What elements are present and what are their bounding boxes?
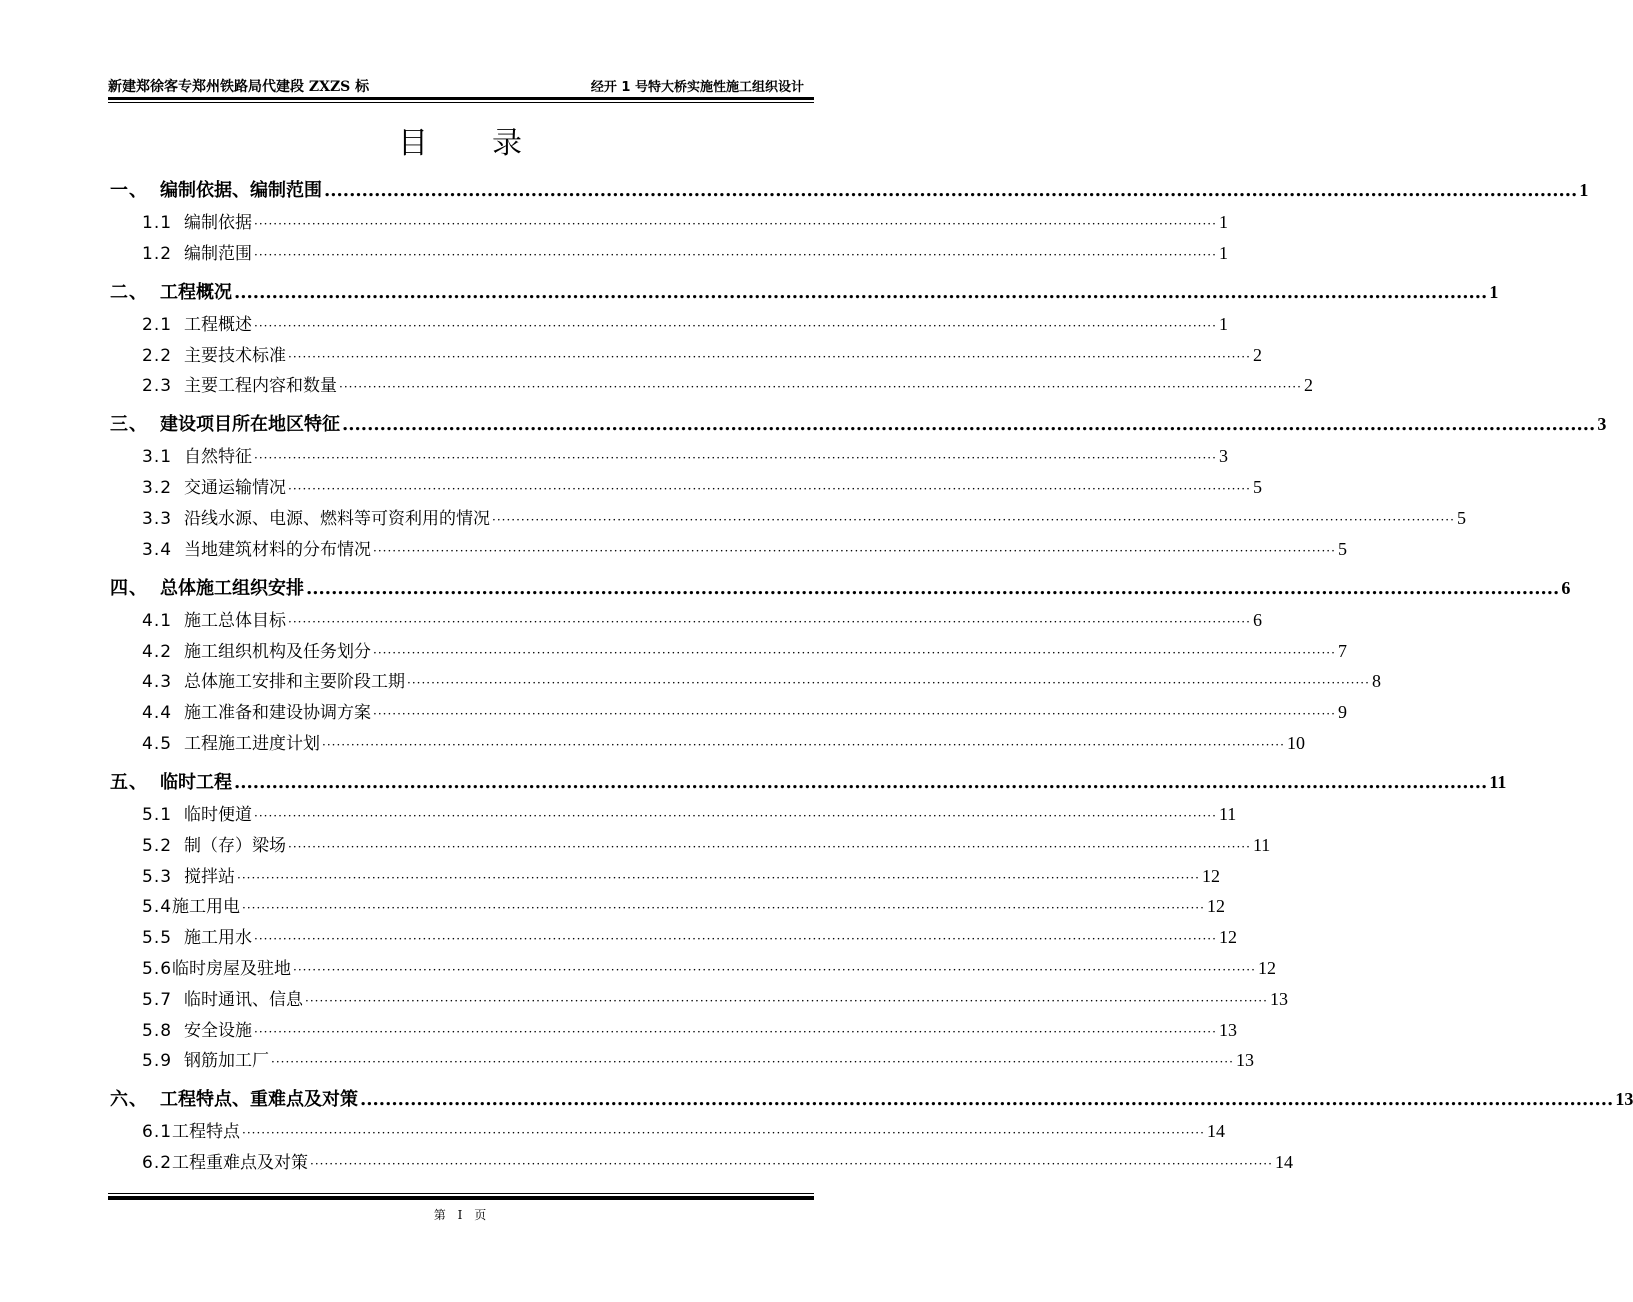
toc-dot-leader: ········································································································································································································	[237, 870, 1200, 885]
footer-rule-thin	[108, 1193, 814, 1194]
toc-entry-page: 13	[1269, 988, 1288, 1009]
footer-rule-thick	[108, 1196, 814, 1200]
toc-dot-leader: ········································································································································································································	[373, 543, 1336, 558]
toc-entry-title: 编制范围	[184, 243, 253, 264]
toc-dot-leader: ········································································································································································································	[288, 614, 1251, 629]
toc-entry-page: 2	[1303, 375, 1313, 396]
toc-entry-number: 1.1	[142, 213, 173, 233]
toc-entry-page: 1	[1218, 313, 1228, 334]
toc-entry-title: 工程重难点及对策	[172, 1153, 309, 1174]
toc-entry-title: 施工用电	[172, 897, 241, 918]
toc-entry-page: 2	[1252, 344, 1262, 365]
toc-entry-title: 临时工程	[160, 772, 232, 793]
toc-entry-title: 临时通讯、信息	[184, 989, 304, 1010]
toc-entry-number: 5.5	[142, 928, 173, 949]
page-number-prefix: 第	[433, 1208, 446, 1222]
toc-dot-leader: ········································································································································································································	[254, 451, 1217, 466]
toc-entry-number: 三、	[110, 414, 148, 436]
toc-entry-title: 搅拌站	[184, 866, 236, 887]
toc-entry-page: 3	[1597, 414, 1607, 435]
toc-title: 目录	[398, 126, 586, 161]
toc-entry-title: 建设项目所在地区特征	[160, 414, 340, 436]
toc-entry-page: 5	[1252, 477, 1262, 498]
toc-section-entry[interactable]	[142, 473, 1262, 499]
toc-section-entry[interactable]	[142, 606, 1262, 631]
toc-dot-leader: ········································································································································································································	[492, 513, 1455, 527]
toc-chapter-entry[interactable]	[110, 768, 1507, 794]
toc-entry-number: 四、	[110, 577, 148, 599]
toc-dot-leader: ········································································································································································································	[373, 707, 1336, 722]
toc-section-entry[interactable]	[142, 923, 1237, 949]
toc-entry-page: 11	[1489, 772, 1507, 792]
toc-dot-leader: ········································································································································································································	[407, 676, 1370, 691]
toc-entry-number: 5.7	[142, 989, 173, 1010]
toc-entry-page: 11	[1252, 834, 1271, 855]
toc-dot-leader: ········································································································································································································	[254, 1024, 1217, 1039]
toc-entry-number: 5.9	[142, 1051, 173, 1072]
toc-entry-number: 5.3	[142, 866, 173, 887]
toc-section-entry[interactable]	[142, 1046, 1254, 1072]
header-project-name: 新建郑徐客专郑州铁路局代建段 ZXZS 标	[108, 79, 370, 95]
toc-entry-number: 4.4	[142, 703, 173, 724]
toc-entry-page: 7	[1337, 640, 1347, 661]
toc-entry-title: 工程概述	[184, 314, 253, 335]
toc-dot-leader: ........................................................................................................................................................................................................	[234, 772, 1488, 793]
toc-entry-page: 6	[1561, 577, 1571, 598]
toc-entry-title: 钢筋加工厂	[184, 1051, 270, 1072]
toc-dot-leader: ........................................................................................................................................................................................................	[234, 281, 1488, 303]
toc-section-entry[interactable]	[142, 239, 1228, 264]
toc-entry-title: 临时便道	[184, 805, 253, 825]
toc-chapter-entry[interactable]	[110, 278, 1499, 304]
toc-entry-number: 3.4	[142, 539, 173, 560]
toc-dot-leader: ········································································································································································································	[242, 1126, 1205, 1141]
toc-entry-number: 2.2	[142, 345, 173, 366]
toc-dot-leader: ········································································································································································································	[254, 809, 1217, 823]
toc-section-entry[interactable]	[142, 698, 1347, 724]
toc-entry-title: 施工准备和建设协调方案	[184, 703, 372, 724]
toc-dot-leader: ········································································································································································································	[305, 993, 1268, 1008]
toc-section-entry[interactable]	[142, 831, 1271, 856]
toc-dot-leader: ........................................................................................................................................................................................................	[342, 414, 1596, 436]
toc-entry-title: 总体施工组织安排	[160, 577, 304, 599]
toc-entry-title: 工程概况	[160, 281, 232, 303]
toc-entry-title: 编制依据	[184, 213, 253, 233]
toc-entry-page: 9	[1337, 702, 1347, 723]
toc-entry-title: 自然特征	[184, 447, 253, 468]
toc-entry-title: 施工总体目标	[184, 610, 287, 631]
toc-section-entry[interactable]	[142, 442, 1228, 468]
toc-section-entry[interactable]	[142, 892, 1225, 918]
toc-section-entry[interactable]	[142, 504, 1466, 529]
toc-dot-leader: ........................................................................................................................................................................................................	[306, 577, 1560, 599]
toc-entry-number: 4.5	[142, 734, 173, 754]
page-number	[0, 1206, 920, 1223]
toc-entry-page: 14	[1274, 1152, 1293, 1173]
toc-entry-title: 主要技术标准	[184, 345, 287, 366]
toc-section-entry[interactable]	[142, 985, 1288, 1010]
toc-entry-number: 6.2	[142, 1153, 173, 1174]
toc-entry-page: 12	[1218, 927, 1237, 948]
toc-entry-page: 1	[1218, 242, 1228, 263]
toc-entry-number: 3.3	[142, 509, 173, 529]
toc-entry-number: 五、	[110, 772, 148, 793]
toc-section-entry[interactable]	[142, 1016, 1237, 1041]
toc-entry-page: 13	[1615, 1089, 1633, 1110]
toc-entry-title: 施工组织机构及任务划分	[184, 641, 372, 662]
page-number-suffix: 页	[474, 1208, 487, 1222]
toc-entry-title: 总体施工安排和主要阶段工期	[184, 672, 406, 693]
toc-chapter-entry[interactable]	[110, 410, 1607, 436]
toc-section-entry[interactable]	[142, 637, 1347, 662]
toc-entry-page: 13	[1218, 1019, 1237, 1040]
toc-dot-leader: ········································································································································································································	[254, 318, 1217, 333]
toc-entry-page: 5	[1337, 538, 1347, 559]
toc-entry-title: 编制依据、编制范围	[160, 180, 322, 201]
toc-entry-number: 1.2	[142, 243, 173, 264]
toc-chapter-entry[interactable]	[110, 176, 1589, 202]
toc-dot-leader: ········································································································································································································	[339, 380, 1302, 395]
toc-entry-page: 6	[1252, 609, 1262, 630]
toc-entry-title: 临时房屋及驻地	[172, 959, 292, 979]
toc-entry-title: 安全设施	[184, 1020, 253, 1041]
toc-dot-leader: ········································································································································································································	[293, 963, 1256, 977]
toc-section-entry[interactable]	[142, 729, 1305, 754]
toc-dot-leader: ········································································································································································································	[242, 901, 1205, 916]
toc-dot-leader: ········································································································································································································	[254, 932, 1217, 947]
toc-entry-title: 交通运输情况	[184, 478, 287, 499]
toc-dot-leader: ········································································································································································································	[254, 217, 1217, 231]
toc-entry-page: 5	[1456, 508, 1466, 528]
toc-chapter-entry[interactable]	[110, 574, 1571, 600]
toc-entry-number: 六、	[110, 1089, 148, 1111]
toc-entry-page: 12	[1201, 865, 1220, 886]
toc-section-entry[interactable]	[142, 954, 1276, 979]
toc-entry-number: 3.2	[142, 478, 173, 499]
toc-entry-page: 1	[1489, 281, 1499, 302]
toc-dot-leader: ········································································································································································································	[373, 645, 1336, 660]
toc-entry-title: 制（存）梁场	[184, 835, 287, 856]
toc-entry-title: 当地建筑材料的分布情况	[184, 539, 372, 560]
toc-entry-number: 5.2	[142, 835, 173, 856]
toc-dot-leader: ........................................................................................................................................................................................................	[360, 1089, 1614, 1111]
toc-chapter-entry[interactable]	[110, 1085, 1633, 1111]
toc-entry-number: 5.1	[142, 805, 173, 825]
toc-section-entry[interactable]	[142, 1117, 1225, 1143]
toc-entry-number: 2.3	[142, 376, 173, 397]
toc-entry-number: 4.2	[142, 641, 173, 662]
toc-dot-leader: ········································································································································································································	[271, 1055, 1234, 1070]
toc-entry-title: 沿线水源、电源、燃料等可资利用的情况	[184, 509, 491, 529]
toc-entry-number: 5.6	[142, 959, 173, 979]
toc-entry-number: 4.3	[142, 672, 173, 693]
toc-entry-number: 一、	[110, 180, 148, 201]
toc-dot-leader: ········································································································································································································	[254, 247, 1217, 262]
toc-entry-title: 工程特点、重难点及对策	[160, 1089, 358, 1111]
toc-entry-page: 12	[1206, 896, 1225, 917]
toc-entry-page: 10	[1286, 733, 1305, 753]
toc-entry-page: 14	[1206, 1121, 1225, 1142]
toc-entry-page: 1	[1218, 212, 1228, 232]
toc-section-entry[interactable]	[142, 535, 1347, 560]
toc-dot-leader: ········································································································································································································	[288, 482, 1251, 497]
toc-entry-number: 4.1	[142, 610, 173, 631]
toc-section-entry[interactable]	[142, 862, 1220, 887]
toc-entry-page: 13	[1235, 1050, 1254, 1071]
toc-entry-title: 施工用水	[184, 928, 253, 949]
toc-entry-number: 5.8	[142, 1020, 173, 1041]
toc-dot-leader: ········································································································································································································	[288, 349, 1251, 364]
toc-dot-leader: ········································································································································································································	[288, 839, 1251, 854]
toc-entry-title: 工程特点	[172, 1122, 241, 1143]
toc-entry-number: 5.4	[142, 897, 173, 918]
toc-entry-page: 1	[1579, 180, 1589, 200]
toc-section-entry[interactable]	[142, 1148, 1293, 1174]
header-document-name: 经开 1 号特大桥实施性施工组织设计	[590, 80, 804, 95]
toc-entry-title: 工程施工进度计划	[184, 734, 321, 754]
toc-section-entry[interactable]	[142, 310, 1228, 335]
toc-entry-title: 主要工程内容和数量	[184, 376, 338, 397]
toc-dot-leader: ········································································································································································································	[322, 738, 1285, 752]
toc-entry-number: 3.1	[142, 447, 173, 468]
toc-section-entry[interactable]	[142, 208, 1228, 233]
toc-entry-page: 11	[1218, 804, 1237, 824]
toc-entry-number: 6.1	[142, 1122, 173, 1143]
toc-dot-leader: ········································································································································································································	[310, 1157, 1273, 1172]
toc-dot-leader: ........................................................................................................................................................................................................	[324, 180, 1578, 201]
toc-section-entry[interactable]	[142, 800, 1237, 825]
toc-section-entry[interactable]	[142, 371, 1313, 397]
toc-section-entry[interactable]	[142, 667, 1381, 693]
toc-entry-page: 3	[1218, 446, 1228, 467]
toc-entry-number: 2.1	[142, 314, 173, 335]
toc-entry-number: 二、	[110, 281, 148, 303]
toc-entry-page: 8	[1371, 671, 1381, 692]
toc-section-entry[interactable]	[142, 341, 1262, 366]
page-number-value: I	[457, 1208, 463, 1222]
toc-entry-page: 12	[1257, 958, 1276, 978]
